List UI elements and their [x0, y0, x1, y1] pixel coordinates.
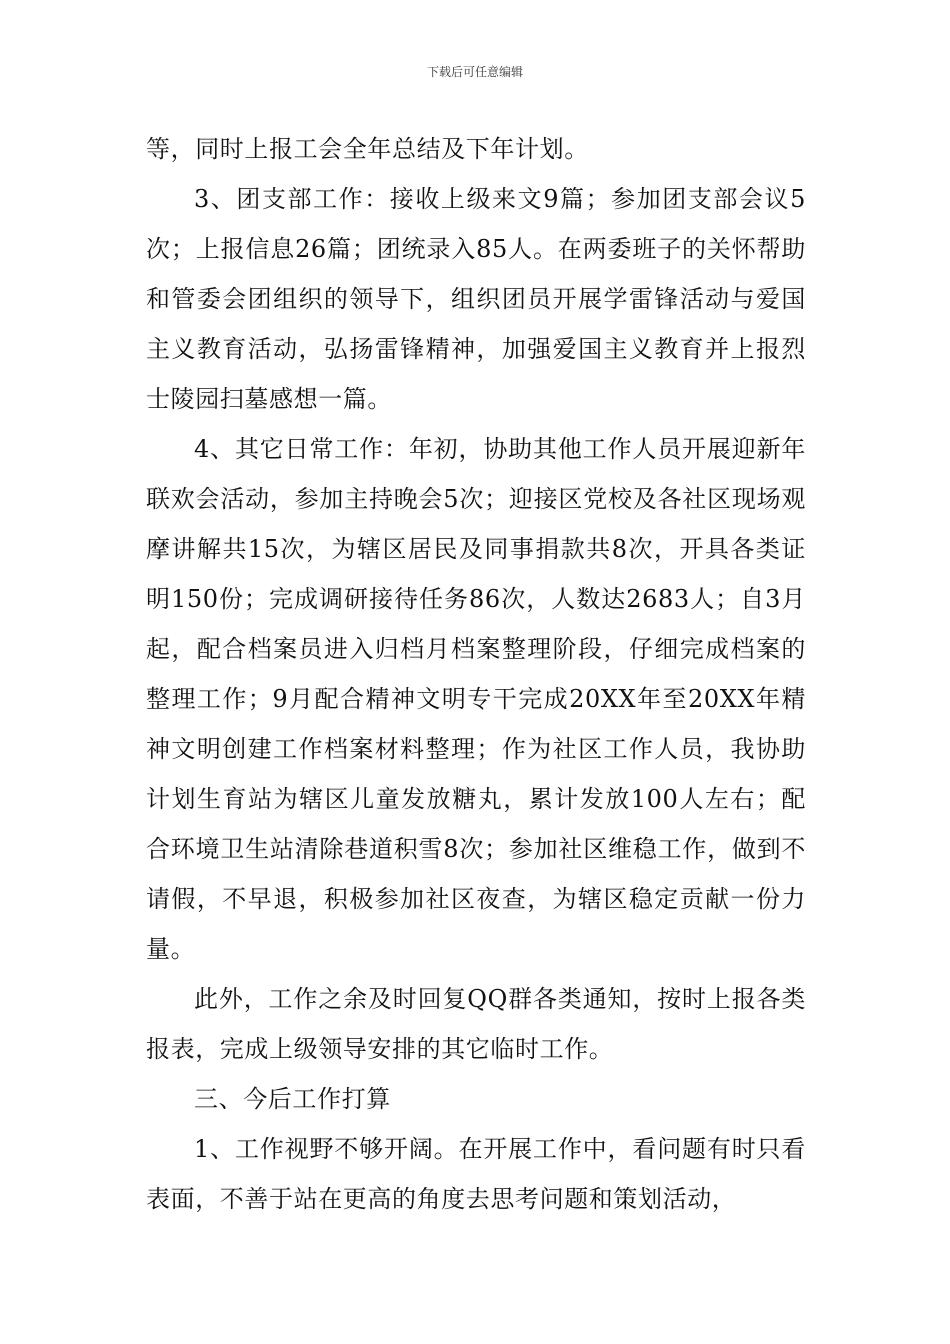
paragraph-continuation: 等，同时上报工会全年总结及下年计划。	[146, 135, 589, 163]
document-body	[146, 124, 806, 1224]
paragraph-additional-work: 此外，工作之余及时回复QQ群各类通知，按时上报各类报表，完成上级领导安排的其它临时工作。	[146, 985, 806, 1063]
section-heading-future-plans: 三、今后工作打算	[194, 1085, 391, 1113]
paragraph-work-vision: 1、工作视野不够开阔。在开展工作中，看问题有时只看表面，不善于站在更高的角度去思考问题和策划活动，	[146, 1135, 806, 1213]
paragraph-daily-work: 4、其它日常工作：年初，协助其他工作人员开展迎新年联欢会活动，参加主持晚会5次；迎接区党校及各社区现场观摩讲解共15次，为辖区居民及同事捐款共8次，开具各类证明150份；完成调研接待任务86次，人数达2683人；自3月起，配合档案员进入归档月档案整理阶段，仔细完成档案的整理工作；9月配合精神文明专干完成20XX年至20XX年精神文明创建工作档案材料整理；作为社区工作人员，我协助计划生育站为辖区儿童发放糖丸，累计发放100人左右；配合环境卫生站清除巷道积雪8次；参加社区维稳工作，做到不请假，不早退，积极参加社区夜查，为辖区稳定贡献一份力量。	[146, 435, 806, 963]
page-header-note: 下载后可任意编辑	[426, 65, 523, 79]
paragraph-youth-league-work: 3、团支部工作：接收上级来文9篇；参加团支部会议5次；上报信息26篇；团统录入85人。在两委班子的关怀帮助和管委会团组织的领导下，组织团员开展学雷锋活动与爱国主义教育活动，弘扬雷锋精神，加强爱国主义教育并上报烈士陵园扫墓感想一篇。	[146, 185, 806, 413]
